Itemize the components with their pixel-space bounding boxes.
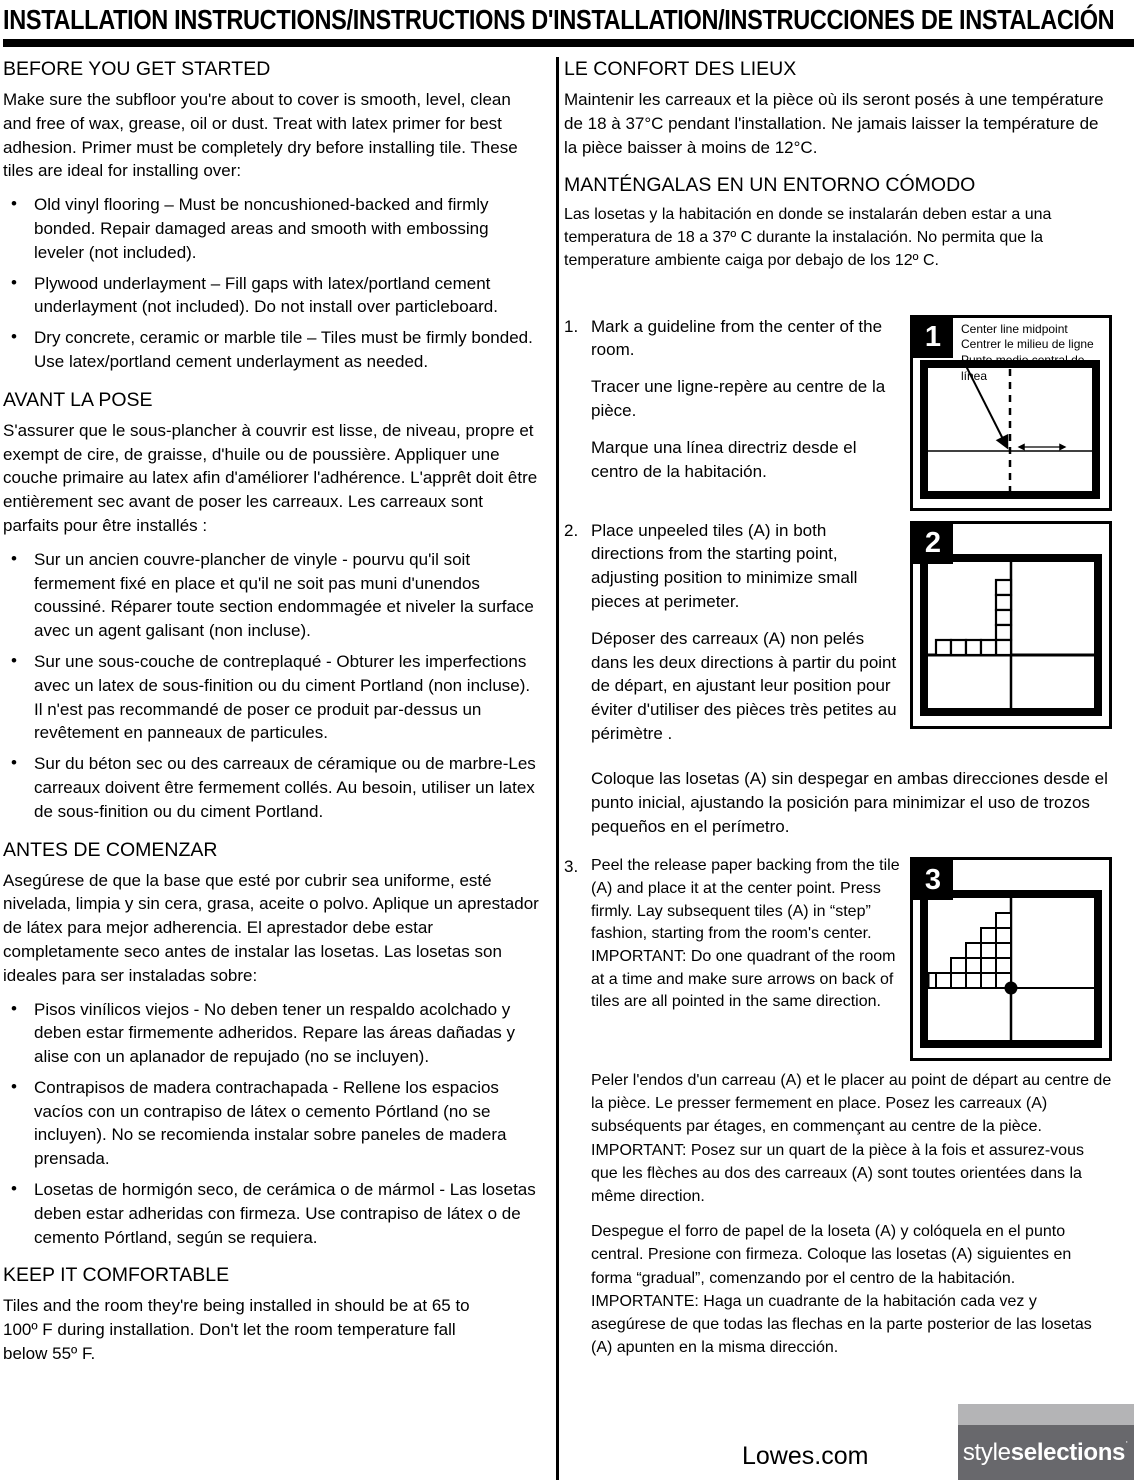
bullet-item: • Pisos vinílicos viejos - No deben tener un respaldo acolchado y deben estar firmemente adheridos. Repare las áreas dañadas y alise con un aplanador de repujado (no se incluyen). xyxy=(3,998,540,1069)
step-text xyxy=(591,315,903,497)
section-intro: Make sure the subfloor you're about to cover is smooth, level, clean and free of wax, grease, oil or dust. Treat with latex primer for best adhesion. Primer must be completely dry before installing tile. These tiles are ideal for installing over: xyxy=(3,90,518,181)
figure-caption-en: Center line midpoint xyxy=(961,321,1068,336)
step-number: 3. xyxy=(564,857,579,877)
logo-trademark-dot: ˙ xyxy=(1125,1439,1130,1454)
step-text xyxy=(591,855,903,1025)
step-text-en: Place unpeeled tiles (A) in both directions from the starting point, adjusting position to minimize small pieces at perimeter. xyxy=(591,520,858,611)
section-heading-le-confort-des-lieux: LE CONFORT DES LIEUX xyxy=(564,58,797,80)
logo-text-selections: selections xyxy=(1010,1438,1126,1466)
bullet-item: • Sur un ancien couvre-plancher de vinyle - pourvu qu'il soit fermement fixé en place et qu'il ne soit pas muni d'unendos coussiné. Réparer toute section endommagée et niveler la surface avec un agent galisant (non incluse). xyxy=(3,548,540,643)
section-intro: Maintenir les carreaux et la pièce où ils seront posés à une température de 18 à 37°C pendant l'installation. Ne jamais laisser la température de la pièce baisser à moins de 12°C. xyxy=(564,90,1104,157)
figure-2 xyxy=(910,521,1112,729)
step-2 xyxy=(564,519,1112,759)
tile-row xyxy=(936,640,996,655)
figure-caption xyxy=(961,322,1107,385)
figure-caption-es: Punto medio central de línea xyxy=(961,353,1085,384)
lowes-url: Lowes.com xyxy=(742,1442,869,1470)
bullet-item: • Sur une sous-couche de contreplaqué - Obturer les imperfections avec un latex de sous-finition ou du ciment Portland (non incluse). Il n'est pas recommandé de poser ce produit par-dessus un revêtement en panneaux de particules. xyxy=(3,650,540,745)
section-intro: Asegúrese de que la base que esté por cubrir sea uniforme, esté nivelada, limpia y sin cera, grasa, aceite o polvo. Aplique un aprestador de látex para mejor adherencia. El aprestador debe estar completamente seco antes de instalar las losetas. Las losetas son ideales para ser instaladas sobre: xyxy=(3,870,539,985)
step-text-en: Peel the release paper backing from the tile (A) and place it at the center point. Press firmly. Lay subsequent tiles (A) in “step” fashion, starting from the room's center. IMPORTANT: Do one quadrant of the room at a time and make sure arrows on back of tiles are all pointed in the same direction. xyxy=(591,857,900,1011)
step-2-text-es: Coloque las losetas (A) sin despegar en ambas direcciones desde el punto inicial, ajustando la posición para minimizar el uso de trozos pequeños en el perímetro. xyxy=(591,768,1108,836)
step-3-text-fr: Peler l'endos d'un carreau (A) et le placer au point de départ au centre de la pièce. Le presser fermement en place. Posez les carreaux (A) subséquents par étages, en commençant au centre de la pièce. IMPORTANT: Posez sur un quart de la pièce à la fois et assurez-vous que les flèches au dos des carreaux (A) sont toutes orientées dans la même direction. xyxy=(591,1072,1112,1206)
bullet-item: • Contrapisos de madera contrachapada - Rellene los espacios vacíos con un contrapiso de látex o cemento Pórtland (no se incluyen). No se recomienda instalar sobre paneles de madera prensada. xyxy=(3,1076,540,1171)
step-1 xyxy=(564,315,1112,511)
header xyxy=(0,0,1134,47)
section-heading-before-you-get-started: BEFORE YOU GET STARTED xyxy=(3,58,271,80)
right-column xyxy=(548,47,1134,1376)
section-heading-mantengalas: MANTÉNGALAS EN UN ENTORNO CÓMODO xyxy=(564,174,976,197)
bullet-item: • Sur du béton sec ou des carreaux de céramique ou de marbre-Les carreaux doivent être fermement collés. Au besoin, utiliser un latex de sous-finition ou du ciment Portland. xyxy=(3,752,540,823)
figure-3 xyxy=(910,857,1112,1061)
section-heading-avant-la-pose: AVANT LA POSE xyxy=(3,388,153,411)
step-number: 2. xyxy=(564,520,579,540)
center-point-dot xyxy=(1005,982,1018,995)
step-text-en: Mark a guideline from the center of the room. xyxy=(591,316,883,360)
bullet-list xyxy=(3,548,540,824)
figure-badge: 1 xyxy=(913,318,953,358)
step-3-text-es: Despegue el forro de papel de la loseta (A) y colóquela en el punto central. Presione con firmeza. Coloque las losetas (A) siguientes en forma “gradual”, comenzando por el centro de la habitación. IMPORTANTE: Haga un cuadrante de la habitación cada vez y asegúrese de que todas las flechas en la parte posterior de las losetas (A) apunten en la misma dirección. xyxy=(591,1223,1092,1357)
section-intro: S'assurer que le sous-plancher à couvrir est lisse, de niveau, propre et exempt de cire, de graisse, d'huile ou de poussière. Appliquer une couche primaire au latex afin d'améliorer l'adhérence. L'apprêt doit être entièrement sec avant de poser les carreaux. Les carreaux sont parfaits pour être installés : xyxy=(3,420,538,535)
bullet-list xyxy=(3,998,540,1250)
logo-box xyxy=(958,1425,1134,1480)
numbered-steps xyxy=(564,315,1112,1360)
bullet-item: • Losetas de hormigón seco, de cerámica o de mármol - Las losetas deben estar adheridas con firmeza. Use contrapiso de látex o de cemento Pórtland, según se requiera. xyxy=(3,1178,540,1249)
bullet-item: • Plywood underlayment – Fill gaps with latex/portland cement underlayment (not included). Do not install over particleboard. xyxy=(3,272,540,320)
column-divider xyxy=(556,57,559,1480)
bullet-item: • Old vinyl flooring – Must be noncushioned-backed and firmly bonded. Repair damaged areas and smooth with embossing leveler (not included). xyxy=(3,193,540,264)
section-heading-keep-it-comfortable: KEEP IT COMFORTABLE xyxy=(3,1264,230,1287)
figure-badge: 2 xyxy=(913,524,953,564)
styleselections-logo xyxy=(958,1404,1134,1480)
logo-top-bar xyxy=(958,1404,1134,1425)
tile-column xyxy=(996,580,1011,655)
figure-caption-fr: Centrer le milieu de ligne xyxy=(961,337,1094,352)
bullet-list xyxy=(3,193,540,374)
figure-badge: 3 xyxy=(913,860,953,900)
columns xyxy=(0,47,1134,1376)
title-rule xyxy=(3,39,1134,47)
left-column xyxy=(0,47,548,1376)
section-intro: Las losetas y la habitación en donde se instalarán deben estar a una temperatura de 18 a 37º C durante la instalación. No permita que la temperature ambiente caiga por debajo de los 12º C. xyxy=(564,206,1052,269)
step-3 xyxy=(564,855,1112,1061)
section-intro: Tiles and the room they're being installed in should be at 65 to 100º F during installation. Don't let the room temperature fall below 55º F. xyxy=(3,1296,470,1364)
step-text-fr: Déposer des carreaux (A) non pelés dans les deux directions à partir du point de départ, en ajustant leur position pour éviter d'utiliser des pièces très petites au périmètre . xyxy=(591,628,897,743)
step-text-fr: Tracer une ligne-repère au centre de la pièce. xyxy=(591,377,886,420)
bullet-item: • Dry concrete, ceramic or marble tile – Tiles must be firmly bonded. Use latex/portland cement underlayment as needed. xyxy=(3,326,540,374)
logo-text-style: style xyxy=(962,1438,1011,1466)
step-text-es: Marque una línea directriz desde el centro de la habitación. xyxy=(591,437,857,481)
figure-1 xyxy=(910,315,1112,511)
step-number: 1. xyxy=(564,316,579,336)
section-heading-antes-de-comenzar: ANTES DE COMENZAR xyxy=(3,838,218,861)
step-text xyxy=(591,519,903,759)
page-title: INSTALLATION INSTRUCTIONS/INSTRUCTIONS D'INSTALLATION/INSTRUCCIONES DE INSTALACIÓN xyxy=(3,4,1115,35)
